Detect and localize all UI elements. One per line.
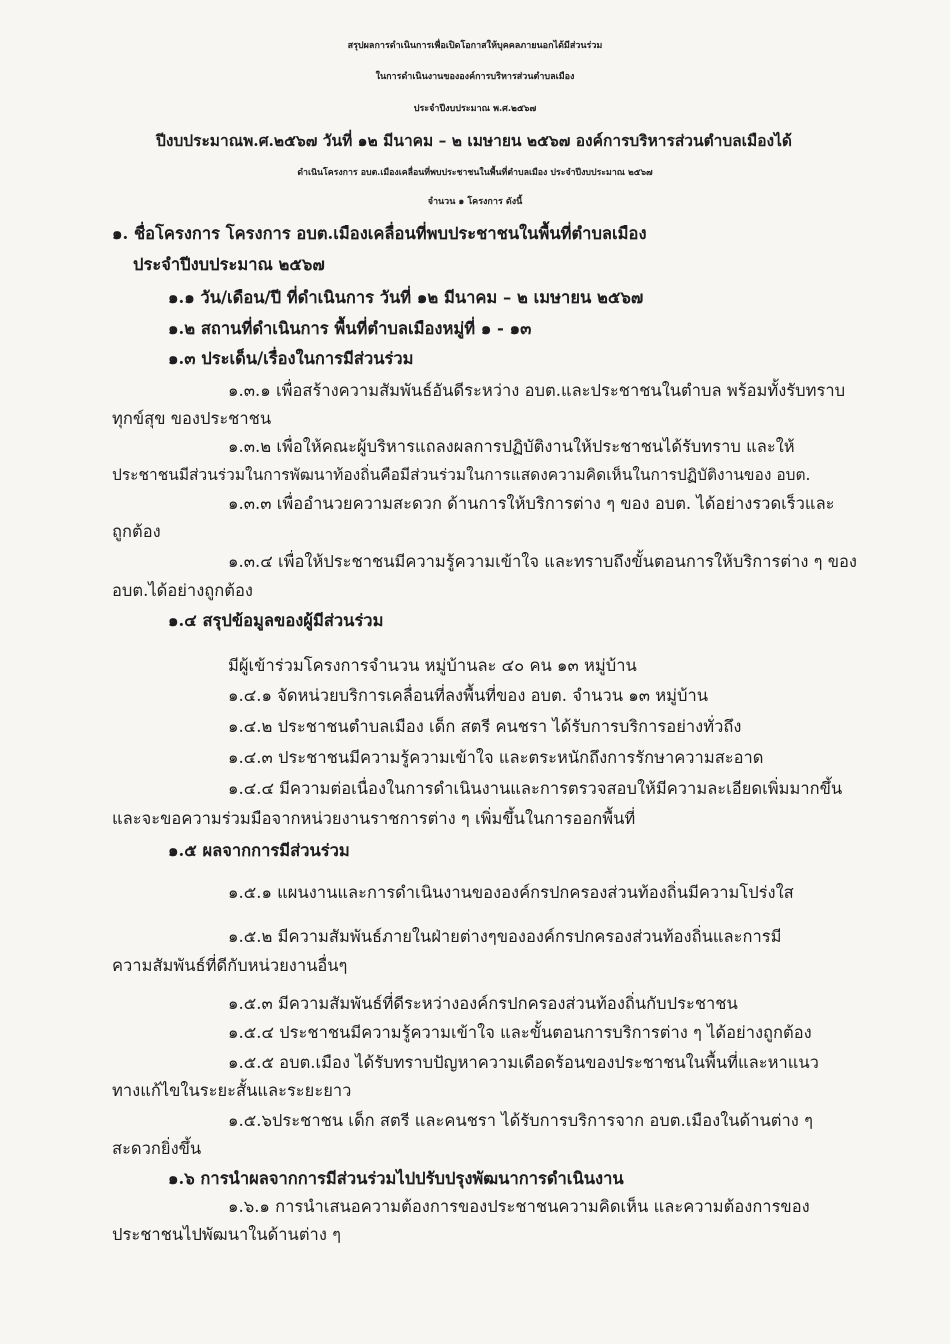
item-1-3-3-cont: ถูกต้อง <box>112 522 161 541</box>
section-1-5-heading: ๑.๕ ผลจากการมีส่วนร่วม <box>168 841 350 860</box>
section-1-3-heading: ๑.๓ ประเด็น/เรื่องในการมีส่วนร่วม <box>168 349 414 368</box>
section-1-4-heading: ๑.๔ สรุปข้อมูลของผู้มีส่วนร่วม <box>168 611 384 630</box>
item-1-3-3: ๑.๓.๓ เพื่ออำนวยความสะดวก ด้านการให้บริการต่าง ๆ ของ อบต. ได้อย่างรวดเร็วและ <box>228 494 835 513</box>
doc-subtitle: ในการดำเนินงานขององค์การบริหารส่วนตำบลเมือง <box>375 72 575 82</box>
item-1-5-1: ๑.๕.๑ แผนงานและการดำเนินงานขององค์กรปกครองส่วนท้องถิ่นมีความโปร่งใส <box>228 883 794 902</box>
item-1-4-4: ๑.๔.๔ มีความต่อเนื่องในการดำเนินงานและการตรวจสอบให้มีความละเอียดเพิ่มมากขึ้น <box>228 779 843 798</box>
item-1-6-1-cont: ประชาชนไปพัฒนาในด้านต่าง ๆ <box>112 1225 341 1244</box>
item-1-4-3: ๑.๔.๓ ประชาชนมีความรู้ความเข้าใจ และตระหนักถึงการรักษาความสะอาด <box>228 748 764 767</box>
project-title: ๑. ชื่อโครงการ โครงการ อบต.เมืองเคลื่อนที่พบประชาชนในพื้นที่ตำบลเมือง <box>112 224 647 243</box>
section-1-6-heading: ๑.๖ การนำผลจากการมีส่วนร่วมไปปรับปรุงพัฒนาการดำเนินงาน <box>168 1169 624 1188</box>
doc-fiscal-year: ประจำปีงบประมาณ พ.ศ.๒๕๖๗ <box>413 104 537 114</box>
item-1-5-2-cont: ความสัมพันธ์ที่ดีกับหน่วยงานอื่นๆ <box>112 956 348 975</box>
item-1-5-5-cont: ทางแก้ไขในระยะสั้นและระยะยาว <box>112 1081 352 1100</box>
item-1-4-4-cont: และจะขอความร่วมมือจากหน่วยงานราชการต่าง ๆ เพิ่มขึ้นในการออกพื้นที่ <box>112 809 636 828</box>
item-1-5-6-cont: สะดวกยิ่งขึ้น <box>112 1139 202 1158</box>
section-1-1: ๑.๑ วัน/เดือน/ปี ที่ดำเนินการ วันที่ ๑๒ มีนาคม – ๒ เมษายน ๒๕๖๗ <box>168 288 644 307</box>
project-fiscal-year: ประจำปีงบประมาณ ๒๕๖๗ <box>133 255 325 274</box>
item-1-5-6: ๑.๕.๖ประชาชน เด็ก สตรี และคนชรา ได้รับการบริการจาก อบต.เมืองในด้านต่าง ๆ <box>228 1111 813 1130</box>
intro-line-1: ปีงบประมาณพ.ศ.๒๕๖๗ วันที่ ๑๒ มีนาคม – ๒ เมษายน ๒๕๖๗ องค์การบริหารส่วนตำบลเมืองได้ <box>156 131 792 150</box>
intro-line-3: จำนวน ๑ โครงการ ดังนี้ <box>427 197 523 207</box>
item-1-3-1: ๑.๓.๑ เพื่อสร้างความสัมพันธ์อันดีระหว่าง อบต.และประชาชนในตำบล พร้อมทั้งรับทราบ <box>228 381 846 400</box>
intro-line-2: ดำเนินโครงการ อบต.เมืองเคลื่อนที่พบประชาชนในพื้นที่ตำบลเมือง ประจำปีงบประมาณ ๒๕๖๗ <box>297 168 653 178</box>
item-1-3-2: ๑.๓.๒ เพื่อให้คณะผู้บริหารแถลงผลการปฏิบัติงานให้ประชาชนได้รับทราบ และให้ <box>228 437 795 456</box>
item-1-5-4: ๑.๕.๔ ประชาชนมีความรู้ความเข้าใจ และขั้นตอนการบริการต่าง ๆ ได้อย่างถูกต้อง <box>228 1023 812 1042</box>
item-1-3-4-cont: อบต.ได้อย่างถูกต้อง <box>112 581 253 600</box>
doc-title: สรุปผลการดำเนินการเพื่อเปิดโอกาสให้บุคคลภายนอกได้มีส่วนร่วม <box>347 41 603 51</box>
item-1-3-4: ๑.๓.๔ เพื่อให้ประชาชนมีความรู้ความเข้าใจ และทราบถึงขั้นตอนการให้บริการต่าง ๆ ของ <box>228 552 857 571</box>
section-1-2: ๑.๒ สถานที่ดำเนินการ พื้นที่ตำบลเมืองหมู่ที่ ๑ - ๑๓ <box>168 319 532 338</box>
item-1-5-5: ๑.๕.๕ อบต.เมือง ได้รับทราบปัญหาความเดือดร้อนของประชาชนในพื้นที่และหาแนว <box>228 1053 819 1072</box>
item-1-3-2-cont: ประชาชนมีส่วนร่วมในการพัฒนาท้องถิ่นคือมีส่วนร่วมในการแสดงความคิดเห็นในการปฏิบัติงานของ อบต. <box>112 466 811 484</box>
item-1-5-3: ๑.๕.๓ มีความสัมพันธ์ที่ดีระหว่างองค์กรปกครองส่วนท้องถิ่นกับประชาชน <box>228 994 738 1013</box>
item-1-4-intro: มีผู้เข้าร่วมโครงการจำนวน หมู่บ้านละ ๔๐ คน ๑๓ หมู่บ้าน <box>228 656 637 675</box>
item-1-3-1-cont: ทุกข์สุข ของประชาชน <box>112 409 272 428</box>
item-1-5-2: ๑.๕.๒ มีความสัมพันธ์ภายในฝ่ายต่างๆขององค์กรปกครองส่วนท้องถิ่นและการมี <box>228 927 782 946</box>
item-1-4-1: ๑.๔.๑ จัดหน่วยบริการเคลื่อนที่ลงพื้นที่ของ อบต. จำนวน ๑๓ หมู่บ้าน <box>228 686 708 705</box>
item-1-6-1: ๑.๖.๑ การนำเสนอความต้องการของประชาชนความคิดเห็น และความต้องการของ <box>228 1197 810 1216</box>
item-1-4-2: ๑.๔.๒ ประชาชนตำบลเมือง เด็ก สตรี คนชรา ได้รับการบริการอย่างทั่วถึง <box>228 717 742 736</box>
